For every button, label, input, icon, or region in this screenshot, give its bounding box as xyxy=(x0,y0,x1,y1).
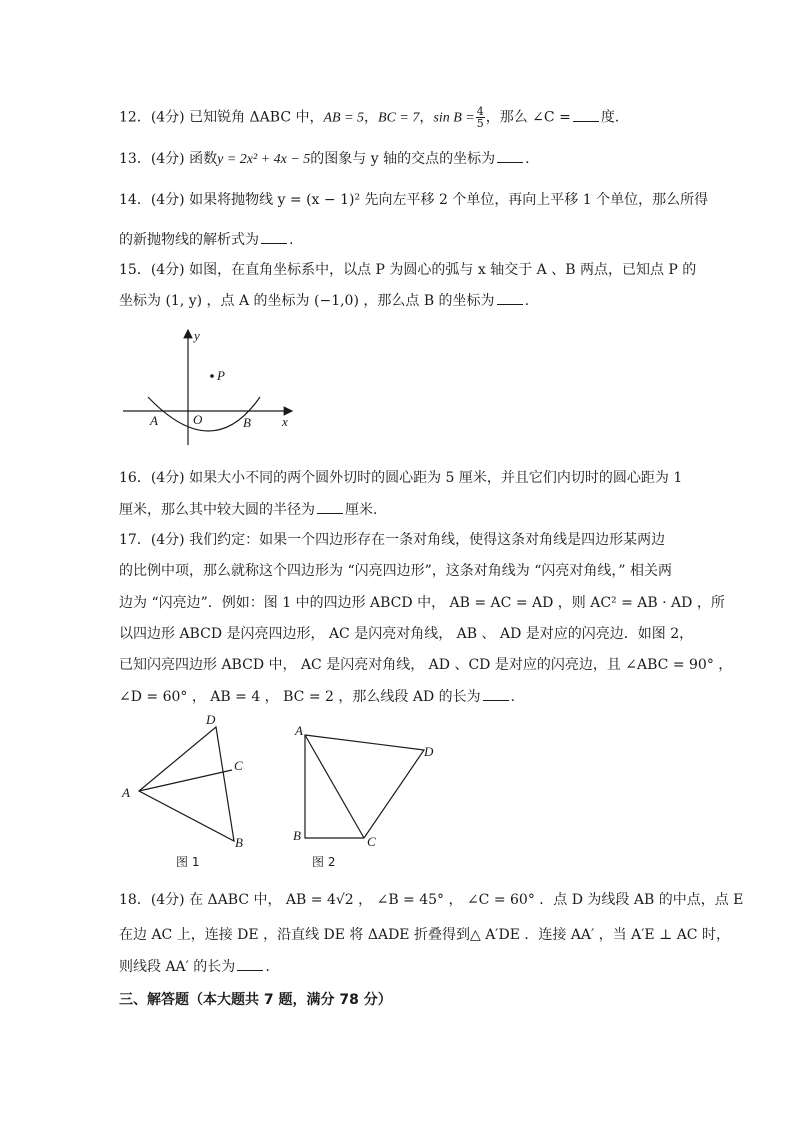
q14-answer-blank[interactable] xyxy=(261,230,287,244)
label-p: P xyxy=(217,368,225,383)
fig1-label-d: D xyxy=(206,712,216,727)
question-17-line-4: 以四边形 ABCD 是闪亮四边形， AC 是闪亮对角线， AB 、 AD 是对应的闪亮边．如图 2， xyxy=(119,626,694,642)
q13-answer-blank[interactable] xyxy=(497,149,523,163)
q15-answer-blank[interactable] xyxy=(497,291,523,305)
label-y: y xyxy=(194,328,200,343)
q12-prefix: 12．(4分) 已知锐角 ΔABC 中， xyxy=(119,109,324,126)
q15-figure xyxy=(118,325,298,450)
question-16-line-2: 厘米，那么其中较大圆的半径为 厘米. xyxy=(119,502,378,518)
q12-sin: sin B = xyxy=(433,110,475,126)
question-14-line-2: 的新抛物线的解析式为 . xyxy=(119,232,294,248)
q17-figure-2 xyxy=(290,720,440,875)
question-17-line-5: 已知闪亮四边形 ABCD 中， AC 是闪亮对角线， AD 、CD 是对应的闪亮边，且 ∠ABC = 90° ， xyxy=(119,657,733,673)
diagonal-ac-2 xyxy=(305,735,364,838)
point-p xyxy=(210,374,214,378)
q17-answer-blank[interactable] xyxy=(483,687,509,701)
question-12: 12．(4分) 已知锐角 ΔABC 中，AB = 5，BC = 7，sin B = $\frac{4}{5}$ ，那么 ∠C = 度. xyxy=(119,105,620,130)
q12-bc: BC = 7 xyxy=(378,110,420,126)
fig1-caption: 图 1 xyxy=(176,855,200,869)
section-3-heading: 三、解答题（本大题共 7 题，满分 78 分） xyxy=(119,992,392,1008)
fig2-caption: 图 2 xyxy=(312,855,336,869)
question-17-line-1: 17．(4分) 我们约定：如果一个四边形存在一条对角线，使得这条对角线是四边形某两边 xyxy=(119,532,666,548)
question-15-line-1: 15．(4分) 如图，在直角坐标系中，以点 P 为圆心的弧与 x 轴交于 A 、B 两点，已知点 P 的 xyxy=(119,262,697,278)
q12-ab: AB = 5 xyxy=(323,110,365,126)
fig1-label-a: A xyxy=(122,785,130,800)
q12-end: 度. xyxy=(600,109,620,126)
question-18-line-2: 在边 AC 上，连接 DE ，沿直线 DE 将 ΔADE 折叠得到△ A′DE ．连接 AA′ ，当 A′E ⊥ AC 时， xyxy=(119,927,730,943)
q17-figure-1 xyxy=(120,710,260,875)
q13-prefix: 13．(4分) 函数 xyxy=(119,151,218,167)
q13-suffix: 的图象与 y 轴的交点的坐标为 xyxy=(310,151,496,167)
question-15-line-2: 坐标为 (1, y) ，点 A 的坐标为 (−1,0) ，那么点 B 的坐标为 . xyxy=(119,293,530,309)
q12-answer-blank[interactable] xyxy=(573,108,599,122)
quad-abcd-2 xyxy=(305,735,424,838)
question-18-line-1: 18．(4分) 在 ΔABC 中， AB = 4√2 ， ∠B = 45° ， ∠C = 60° ．点 D 为线段 AB 的中点，点 E xyxy=(119,892,744,908)
q16-answer-blank[interactable] xyxy=(317,500,343,514)
q18-answer-blank[interactable] xyxy=(237,957,263,971)
diagonal-ac-1 xyxy=(139,770,232,791)
fig1-label-b: B xyxy=(235,835,243,850)
question-17-line-2: 的比例中项，那么就称这个四边形为 “闪亮四边形”，这条对角线为 “闪亮对角线，” 相关两 xyxy=(119,563,672,579)
question-16-line-1: 16．(4分) 如果大小不同的两个圆外切时的圆心距为 5 厘米，并且它们内切时的圆心距为 1 xyxy=(119,470,683,486)
q13-expr: y = 2x² + 4x − 5 xyxy=(217,152,311,167)
fig1-label-c: C xyxy=(234,758,243,773)
quad-abcd-1 xyxy=(139,727,234,841)
q12-suffix: ，那么 ∠C = xyxy=(485,109,571,126)
label-x: x xyxy=(282,414,288,429)
question-17-line-6: ∠D = 60° ， AB = 4 ， BC = 2 ，那么线段 AD 的长为 . xyxy=(119,689,516,705)
fig2-label-b: B xyxy=(293,828,301,843)
label-o: O xyxy=(193,412,203,427)
label-a: A xyxy=(150,413,158,428)
question-14-line-1: 14．(4分) 如果将抛物线 y = (x − 1)² 先向左平移 2 个单位，再向上平移 1 个单位，那么所得 xyxy=(119,192,709,208)
fig2-label-d: D xyxy=(424,744,434,759)
question-18-line-3: 则线段 AA′ 的长为 . xyxy=(119,959,270,975)
question-17-line-3: 边为 “闪亮边”．例如：图 1 中的四边形 ABCD 中， AB = AC = AD ，则 AC² = AB · AD ，所 xyxy=(119,595,725,611)
q12-fraction: $\frac{4}{5}$ xyxy=(476,105,484,130)
fig2-label-a: A xyxy=(295,723,303,738)
q13-end: . xyxy=(525,151,530,167)
question-13 xyxy=(119,149,530,169)
label-b: B xyxy=(243,415,251,430)
fig2-label-c: C xyxy=(367,834,376,849)
